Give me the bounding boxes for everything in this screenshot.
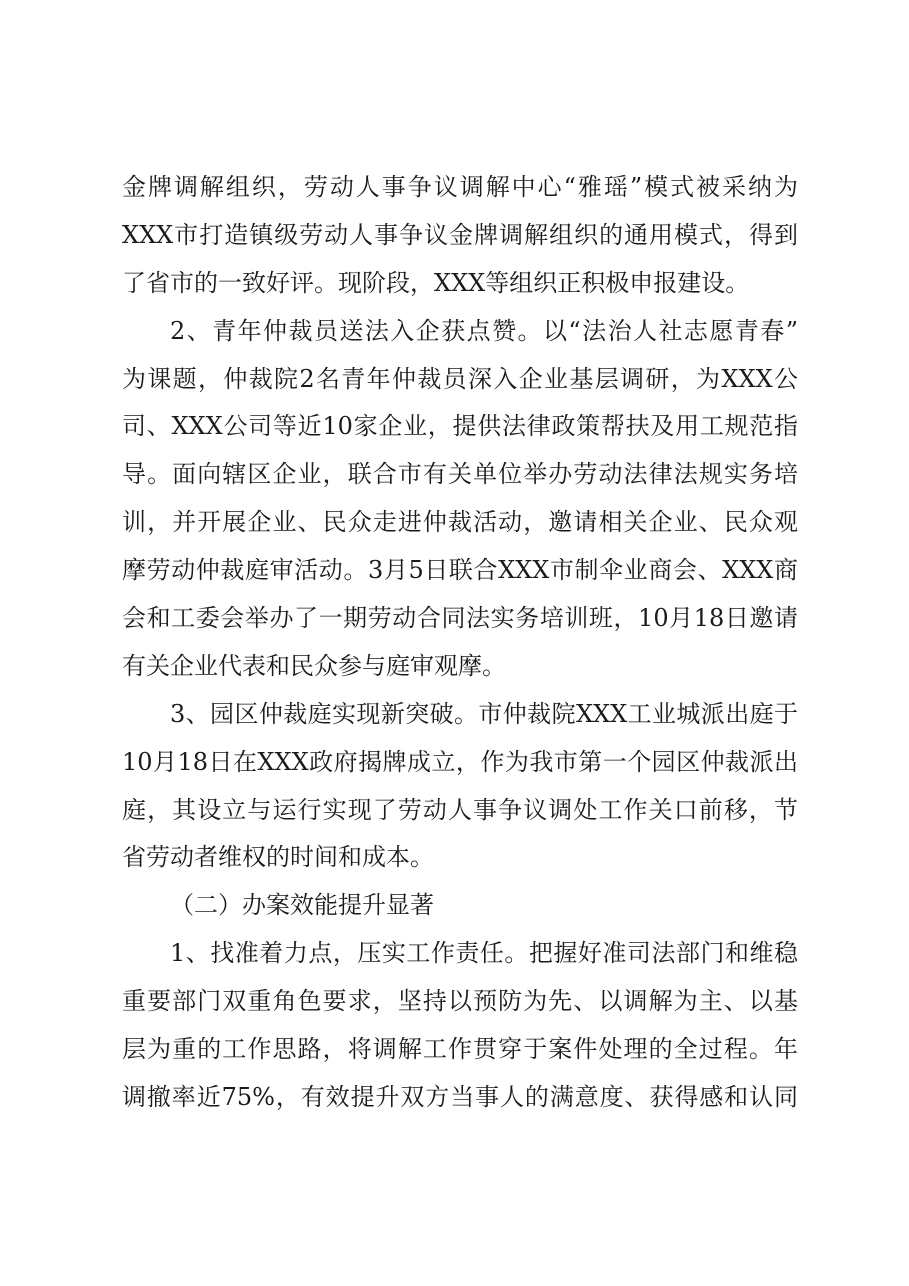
text-line: 10月18日在XXX政府揭牌成立，作为我市第一个园区仲裁派出 (122, 747, 798, 776)
text-line: 导。面向辖区企业，联合市有关单位举办劳动法律法规实务培 (122, 460, 798, 489)
text-line: 2、青年仲裁员送法入企获点赞。以“法治人社志愿青春” (170, 316, 798, 345)
text-line: 训，并开展企业、民众走进仲裁活动，邀请相关企业、民众观 (122, 508, 798, 537)
text-line: 为课题，仲裁院2名青年仲裁员深入企业基层调研，为XXX公 (122, 364, 798, 393)
text-line: （二）办案效能提升显著 (170, 891, 434, 920)
text-line: 层为重的工作思路，将调解工作贯穿于案件处理的全过程。年 (122, 1035, 798, 1064)
text-line: 了省市的一致好评。现阶段，XXX等组织正积极申报建设。 (122, 268, 750, 297)
body-text (122, 164, 798, 1122)
text-line: 摩劳动仲裁庭审活动。3月5日联合XXX市制伞业商会、XXX商 (122, 556, 798, 585)
text-line: 3、园区仲裁庭实现新突破。市仲裁院XXX工业城派出庭于 (170, 699, 798, 728)
text-line: 庭，其设立与运行实现了劳动人事争议调处工作关口前移，节 (122, 795, 798, 824)
text-line: 会和工委会举办了一期劳动合同法实务培训班，10月18日邀请 (122, 604, 798, 633)
text-line: 司、XXX公司等近10家企业，提供法律政策帮扶及用工规范指 (122, 412, 798, 441)
text-line: 1、找准着力点，压实工作责任。把握好准司法部门和维稳 (170, 939, 798, 968)
text-line: 重要部门双重角色要求，坚持以预防为先、以调解为主、以基 (122, 987, 798, 1016)
text-line: 调撤率近75%，有效提升双方当事人的满意度、获得感和认同 (122, 1082, 798, 1111)
text-line: 金牌调解组织，劳动人事争议调解中心“雅瑶”模式被采纳为 (122, 173, 798, 201)
text-line: XXX市打造镇级劳动人事争议金牌调解组织的通用模式，得到 (122, 220, 798, 249)
text-line: 省劳动者维权的时间和成本。 (122, 843, 434, 872)
text-line: 有关企业代表和民众参与庭审观摩。 (122, 651, 506, 680)
